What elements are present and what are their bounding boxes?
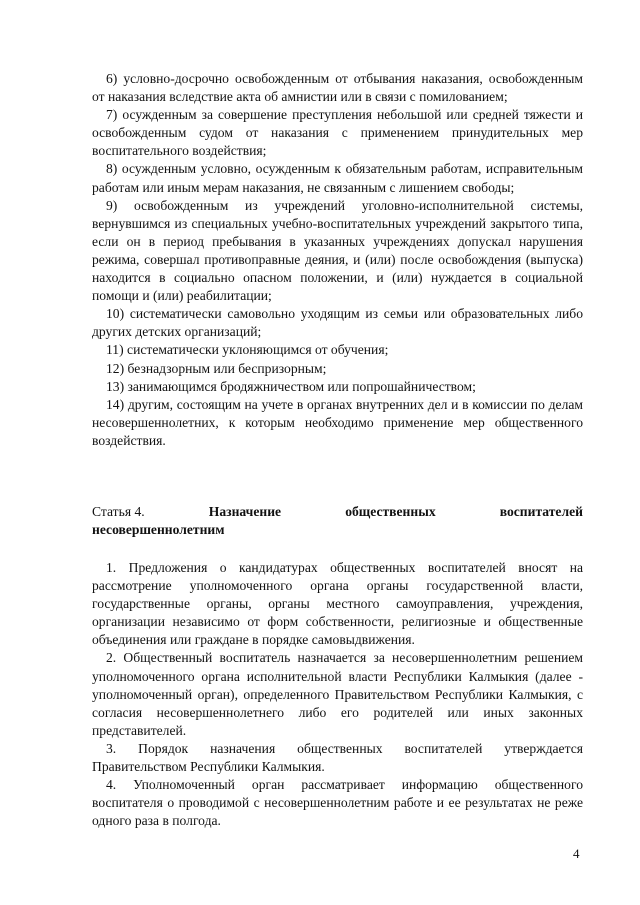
- article-heading: [92, 503, 583, 539]
- list-item: 13) занимающимся бродяжничеством или попрошайничеством;: [106, 378, 476, 394]
- article-title-word: Назначение: [208, 504, 282, 519]
- page-number: 4: [573, 846, 580, 861]
- article-title-word: общественных: [345, 504, 436, 519]
- article-label: Статья 4.: [92, 504, 145, 519]
- list-item: 12) безнадзорным или беспризорным;: [106, 360, 327, 376]
- article-paragraph: 4. Уполномоченный орган рассматривает информацию общественного воспитателя о проводимой с несовершеннолетним работе и ее результатах не реже одного раза в полгода.: [92, 777, 583, 829]
- article-heading-line1: [92, 503, 583, 521]
- article-body: [92, 559, 583, 830]
- list-item: 11) систематически уклоняющимся от обучения;: [106, 342, 389, 358]
- list-item: 7) осужденным за совершение преступления небольшой или средней тяжести и освобожденным судом от наказания с применением принудительных мер воспитательного воздействия;: [92, 107, 584, 159]
- article-paragraph: 3. Порядок назначения общественных воспитателей утверждается Правительством Республики Калмыкия.: [92, 740, 583, 775]
- list-item: 8) осужденным условно, осужденным к обязательным работам, исправительным работам или иным мерам наказания, не связанным с лишением свободы;: [92, 161, 583, 195]
- list-item: 9) освобожденным из учреждений уголовно-исполнительной системы, вернувшимся из специальных учебно-воспитательных учреждений закрытого типа, если он в период пребывания в указанных учреждениях допускал нарушения режима, совершал противоправные деяния, и (или) после освобождения (выпуска) находится в социально опасном положении, и (или) нуждается в социальной помощи и (или) реабилитации;: [92, 197, 583, 304]
- article-title-line2: несовершеннолетним: [92, 522, 225, 538]
- article-paragraph: 2. Общественный воспитатель назначается за несовершеннолетним решением уполномоченного органа исполнительной власти Республики Калмыкия (далее - уполномоченный орган), определенного Правительством Республики Калмыкия, с согласия несовершеннолетнего либо его родителей или иных законных представителей.: [92, 650, 584, 738]
- list-item: 6) условно-досрочно освобожденным от отбывания наказания, освобожденным от наказания вследствие акта об амнистии или в связи с помилованием;: [92, 71, 584, 105]
- list-item: 14) другим, состоящим на учете в органах внутренних дел и в комиссии по делам несовершеннолетних, к которым необходимо применение мер общественного воздействия.: [92, 396, 583, 448]
- article-title-word: воспитателей: [499, 504, 583, 519]
- enumerated-list: [92, 70, 583, 450]
- list-item: 10) систематически самовольно уходящим из семьи или образовательных либо других детских организаций;: [92, 306, 583, 340]
- article-paragraph: 1. Предложения о кандидатурах общественных воспитателей вносят на рассмотрение уполномоченного органа органы государственной власти, государственные органы, органы местного самоуправления, учреждения, организации независимо от форм собственности, религиозные и общественные объединения или граждане в порядке самовыдвижения.: [92, 560, 584, 648]
